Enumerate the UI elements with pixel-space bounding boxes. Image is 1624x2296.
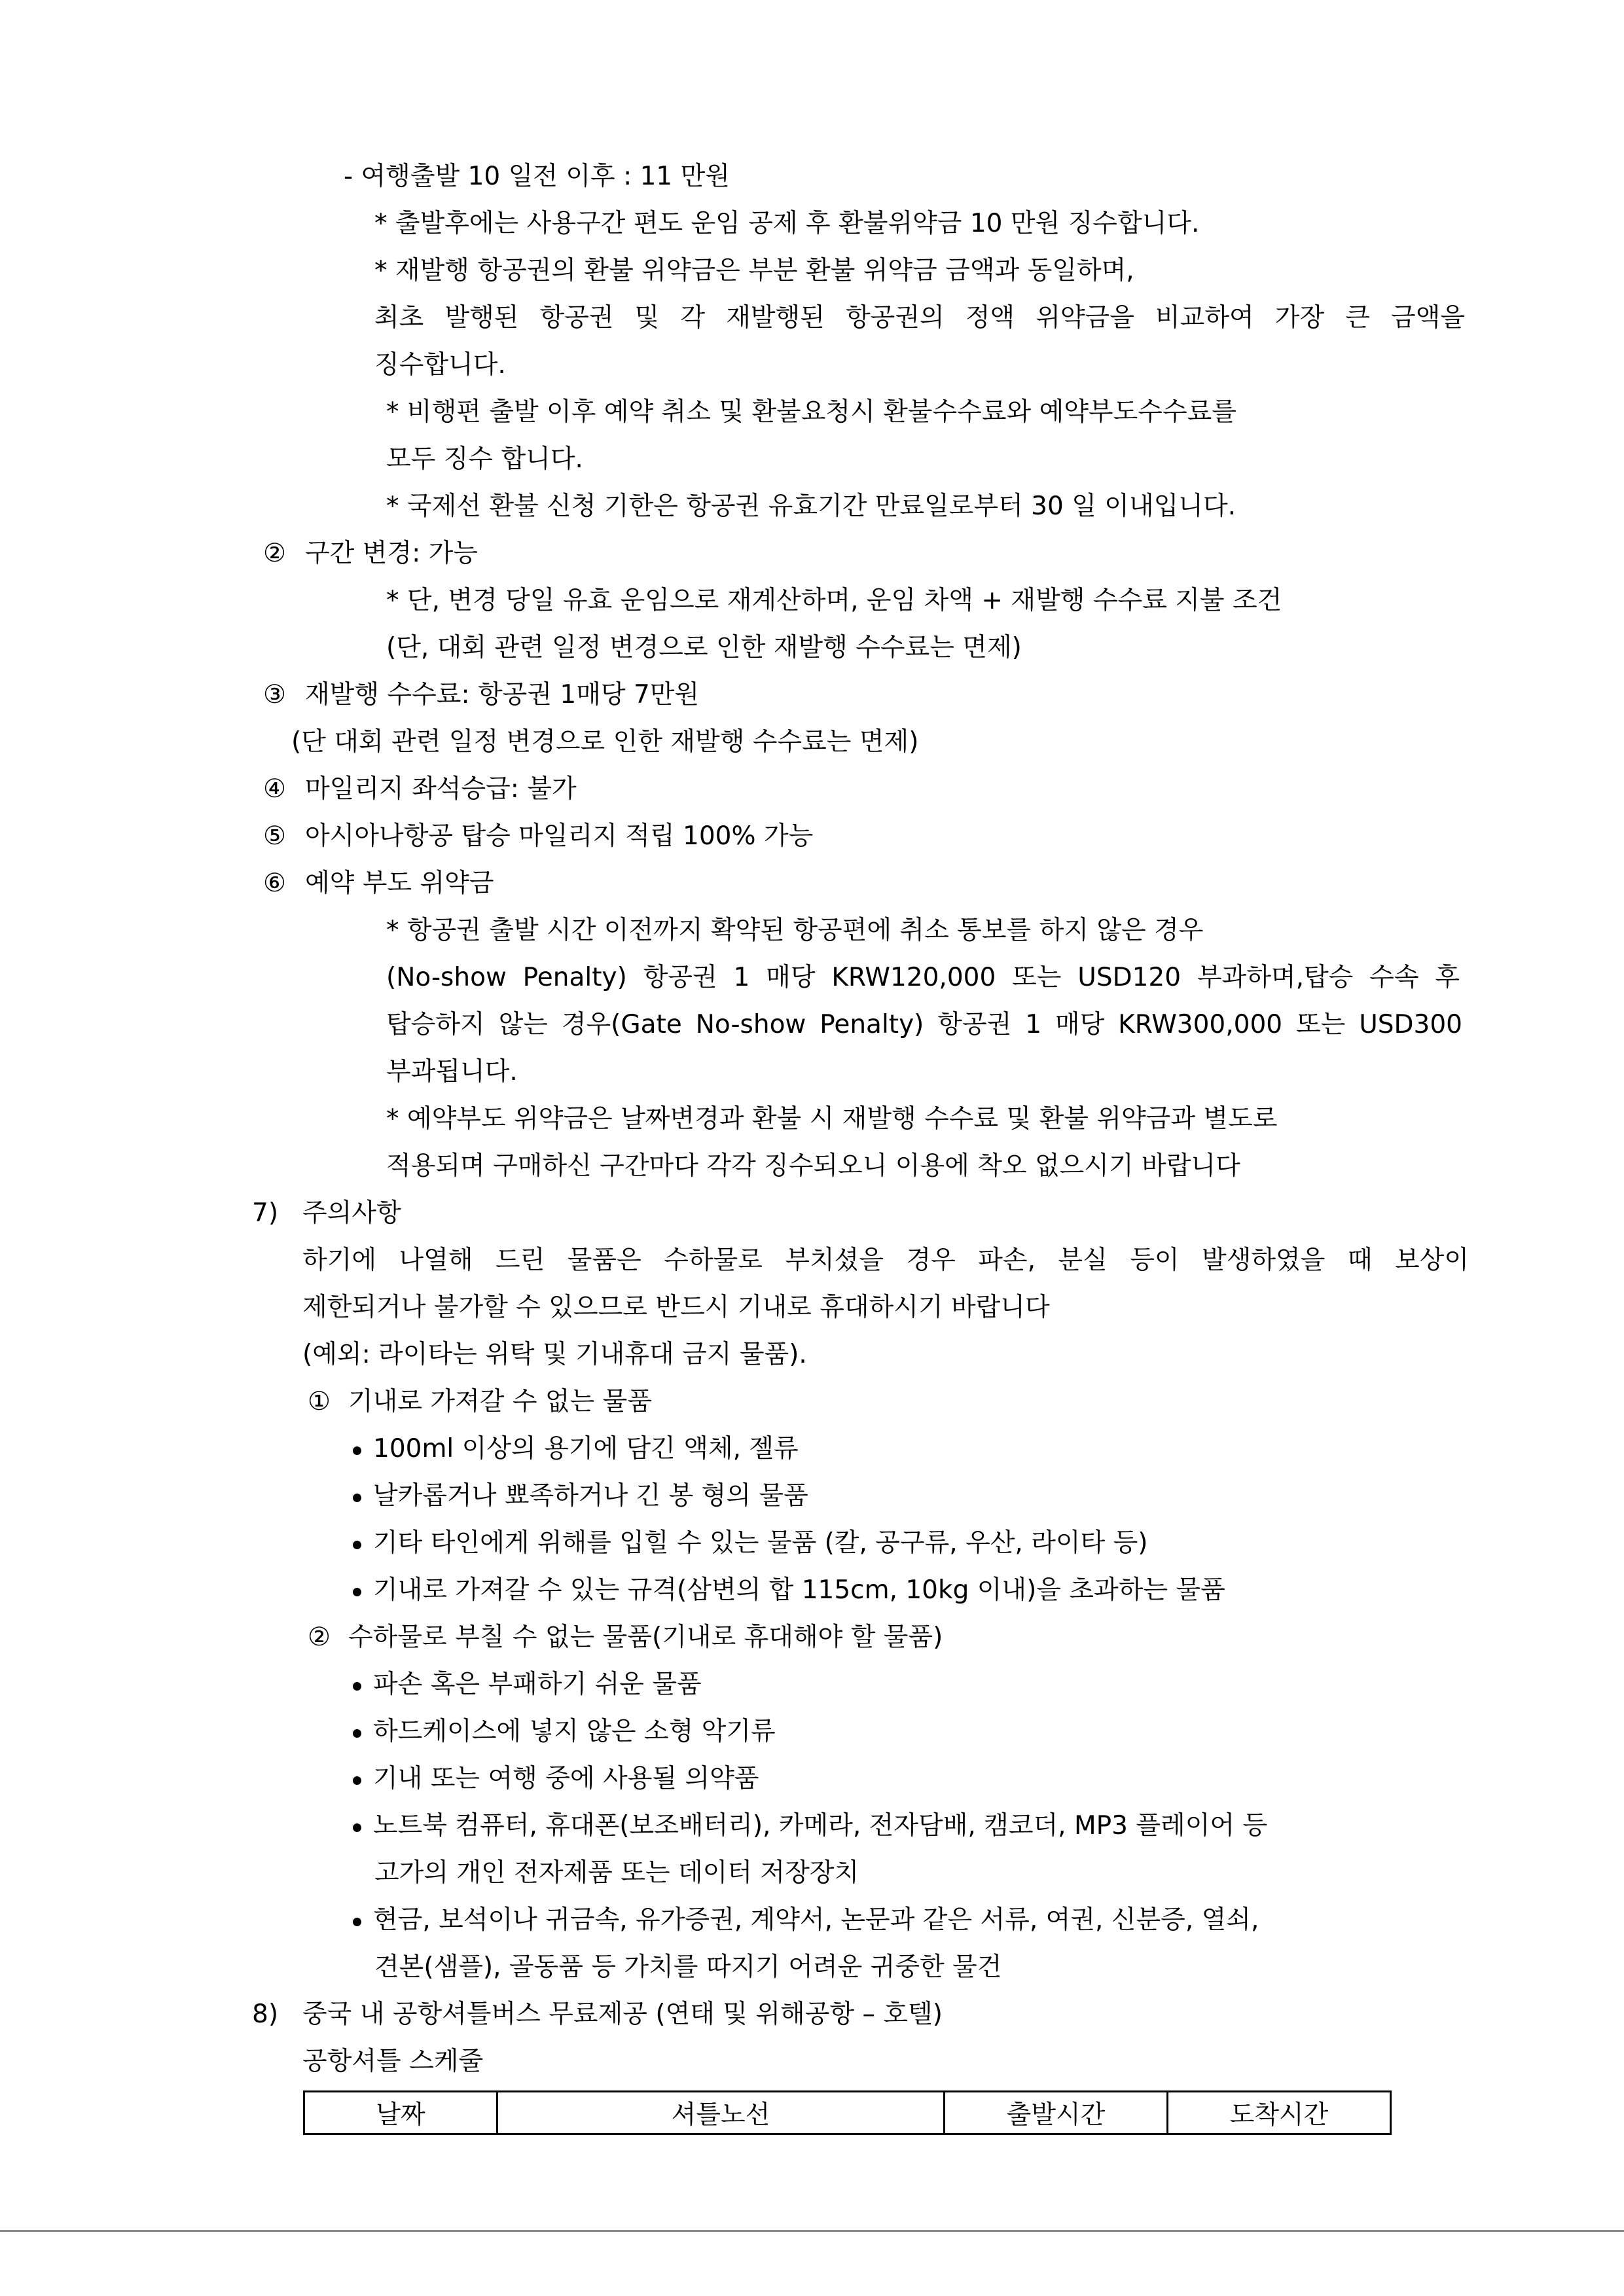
section-number: 8) [252, 2000, 279, 2029]
section-marker: ③ [263, 680, 286, 709]
list-item: 기타 타인에게 위해를 입힐 수 있는 물품 (칼, 공구류, 우산, 라이타 등) [373, 1528, 1148, 1558]
table-header-row [304, 2092, 1391, 2134]
list-item: 파손 혹은 부패하기 쉬운 물품 [373, 1670, 702, 1699]
section-title: 중국 내 공항셔틀버스 무료제공 (연태 및 위해공항 – 호텔) [302, 2000, 943, 2029]
refund-line: 모두 징수 합니다. [386, 444, 583, 474]
list-item-continuation: 고가의 개인 전자제품 또는 데이터 저장장치 [374, 1858, 859, 1888]
cautions-intro: (예외: 라이타는 위탁 및 기내휴대 금지 물품). [302, 1340, 807, 1369]
list-item: 기내 또는 여행 중에 사용될 의약품 [373, 1764, 759, 1793]
list-item: 날카롭거나 뾰족하거나 긴 봉 형의 물품 [373, 1481, 808, 1511]
subsection-title: 수하물로 부칠 수 없는 물품(기내로 휴대해야 할 물품) [348, 1623, 943, 1652]
bullet-icon [353, 1682, 361, 1691]
schedule-title: 공항셔틀 스케줄 [302, 2047, 484, 2076]
table-header-arrival: 도착시간 [1168, 2092, 1391, 2134]
no-show-line: (No-show Penalty) 항공권 1 매당 KRW120,000 또는 USD120 부과하며,탑승 수속 후 [386, 963, 1460, 992]
bullet-icon [353, 1776, 361, 1785]
subsection-marker: ① [308, 1387, 331, 1416]
bullet-icon [353, 1588, 361, 1596]
refund-line: * 비행편 출발 이후 예약 취소 및 환불요청시 환불수수료와 예약부도수수료를 [386, 397, 1236, 427]
bullet-icon [353, 1541, 361, 1549]
cautions-intro: 제한되거나 불가할 수 있으므로 반드시 기내로 휴대하시기 바랍니다 [302, 1293, 1050, 1322]
list-item: 하드케이스에 넣지 않은 소형 악기류 [373, 1717, 776, 1746]
section-marker: ⑥ [263, 869, 286, 898]
bullet-icon [353, 1446, 361, 1455]
bullet-icon [353, 1918, 361, 1926]
refund-line: * 국제선 환불 신청 기한은 항공권 유효기간 만료일로부터 30 일 이내입니다. [386, 492, 1236, 521]
refund-line: 최초 발행된 항공권 및 각 재발행된 항공권의 정액 위약금을 비교하여 가장 큰 금액을 [374, 303, 1465, 332]
no-show-line: * 예약부도 위약금은 날짜변경과 환불 시 재발행 수수료 및 환불 위약금과 별도로 [386, 1104, 1278, 1134]
section-heading: 구간 변경: 가능 [305, 539, 478, 568]
route-change-line: (단, 대회 관련 일정 변경으로 인한 재발행 수수료는 면제) [386, 633, 1022, 662]
table-header-route: 셔틀노선 [497, 2092, 945, 2134]
route-change-line: * 단, 변경 당일 유효 운임으로 재계산하며, 운임 차액 + 재발행 수수료 지불 조건 [386, 586, 1282, 615]
shuttle-schedule-table [303, 2090, 1392, 2135]
table-header-date: 날짜 [304, 2092, 497, 2134]
section-heading: 예약 부도 위약금 [305, 869, 494, 898]
bullet-icon [353, 1823, 361, 1832]
no-show-line: 부과됩니다. [386, 1057, 518, 1086]
section-heading: 재발행 수수료: 항공권 1매당 7만원 [305, 680, 700, 709]
no-show-line: 탑승하지 않는 경우(Gate No-show Penalty) 항공권 1 매당 KRW300,000 또는 USD300 [386, 1010, 1462, 1039]
list-item: 노트북 컴퓨터, 휴대폰(보조배터리), 카메라, 전자담배, 캠코더, MP3 플레이어 등 [373, 1811, 1268, 1840]
no-show-line: 적용되며 구매하신 구간마다 각각 징수되오니 이용에 착오 없으시기 바랍니다 [386, 1151, 1240, 1181]
bullet-icon [353, 1729, 361, 1738]
reissue-note: (단 대회 관련 일정 변경으로 인한 재발행 수수료는 면제) [291, 727, 919, 757]
list-item: 100ml 이상의 용기에 담긴 액체, 젤류 [373, 1434, 799, 1463]
list-item: 기내로 가져갈 수 있는 규격(삼변의 합 115cm, 10kg 이내)을 초과하는 물품 [373, 1575, 1225, 1605]
section-title: 주의사항 [302, 1198, 401, 1228]
table-header-departure: 출발시간 [945, 2092, 1168, 2134]
section-marker: ⑤ [263, 821, 286, 851]
section-number: 7) [252, 1198, 279, 1228]
page-bottom-rule [0, 2230, 1624, 2232]
refund-line: * 재발행 항공권의 환불 위약금은 부분 환불 위약금 금액과 동일하며, [374, 256, 1134, 285]
section-marker: ④ [263, 774, 286, 804]
refund-line: * 출발후에는 사용구간 편도 운임 공제 후 환불위약금 10 만원 징수합니다. [374, 209, 1200, 238]
bullet-icon [353, 1494, 361, 1502]
list-item-continuation: 견본(샘플), 골동품 등 가치를 따지기 어려운 귀중한 물건 [374, 1952, 1002, 1982]
section-marker: ② [263, 539, 286, 568]
list-item: 현금, 보석이나 귀금속, 유가증권, 계약서, 논문과 같은 서류, 여권, 신분증, 열쇠, [373, 1905, 1259, 1935]
subsection-title: 기내로 가져갈 수 없는 물품 [348, 1387, 653, 1416]
subsection-marker: ② [308, 1623, 331, 1652]
no-show-line: * 항공권 출발 시간 이전까지 확약된 항공편에 취소 통보를 하지 않은 경우 [386, 916, 1204, 945]
section-heading: 마일리지 좌석승급: 불가 [305, 774, 577, 804]
refund-line: 징수합니다. [374, 350, 506, 380]
section-heading: 아시아나항공 탑승 마일리지 적립 100% 가능 [305, 821, 814, 851]
refund-line: - 여행출발 10 일전 이후 : 11 만원 [344, 162, 730, 191]
cautions-intro: 하기에 나열해 드린 물품은 수하물로 부치셨을 경우 파손, 분실 등이 발생하였을 때 보상이 [302, 1246, 1469, 1275]
